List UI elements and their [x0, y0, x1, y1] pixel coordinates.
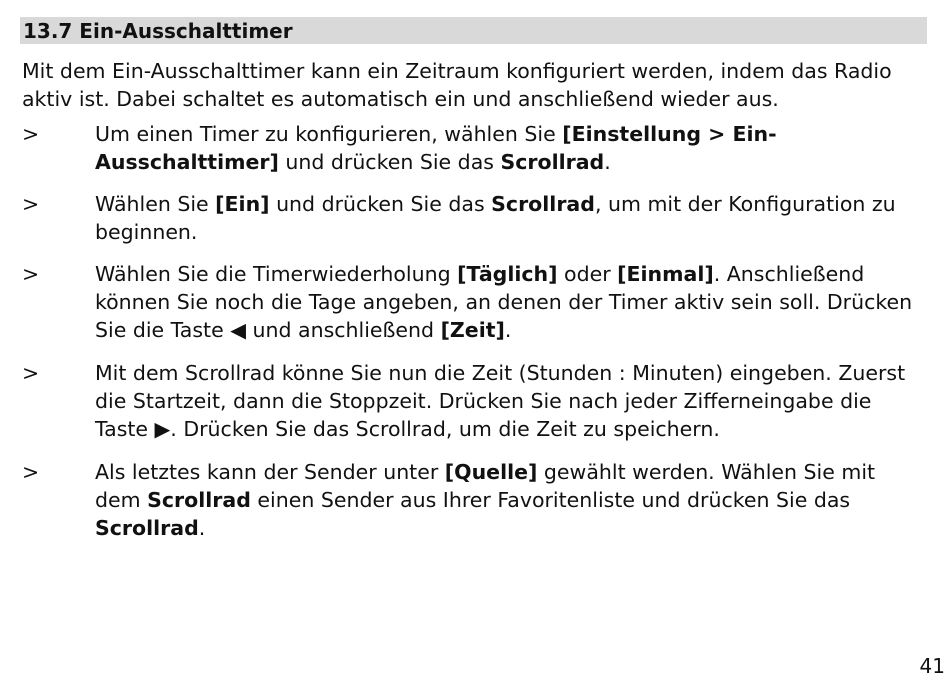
step-text-segment: und drücken Sie das [278, 150, 501, 174]
instruction-list [22, 120, 927, 557]
step-text-segment: oder [557, 262, 618, 286]
section-title: 13.7 Ein-Ausschalttimer [23, 19, 293, 43]
step-marker: > [22, 460, 40, 484]
section-header [20, 17, 927, 44]
step-bold-term: [Einmal] [617, 262, 714, 286]
step-text-segment: . [604, 150, 611, 174]
step-text-segment: und drücken Sie das [269, 192, 492, 216]
step-marker: > [22, 361, 40, 385]
step-text-segment: Wählen Sie [95, 192, 216, 216]
instruction-step [22, 458, 927, 542]
step-text-segment: , um mit der Konfiguration zu beginnen. [95, 192, 896, 244]
step-bold-term: [Einstellung > Ein-Ausschalttimer] [95, 122, 777, 174]
step-text-segment: gewählt werden. Wählen Sie mit dem [95, 460, 876, 512]
step-text-segment: Wählen Sie die Timerwiederholung [95, 262, 458, 286]
step-text [95, 361, 905, 441]
instruction-step [22, 120, 927, 176]
step-bold-term: [Zeit] [440, 318, 505, 342]
step-text-segment: . [504, 318, 512, 342]
intro-paragraph: Mit dem Ein-Ausschalttimer kann ein Zeitraum konfiguriert werden, indem das Radio aktiv ist. Dabei schaltet es automatisch ein und anschließend wieder aus. [22, 59, 892, 111]
step-marker: > [22, 192, 40, 216]
step-bold-term: [Täglich] [457, 262, 558, 286]
step-bold-term: [Ein] [215, 192, 270, 216]
step-bold-term: Scrollrad [147, 488, 251, 512]
step-bold-term: Scrollrad [491, 192, 595, 216]
step-marker: > [22, 262, 40, 286]
step-marker: > [22, 122, 40, 146]
instruction-step [22, 190, 927, 246]
step-bold-term: Scrollrad [95, 516, 199, 540]
page-number: 41 [919, 654, 945, 678]
step-text [95, 122, 777, 174]
step-text-segment: . [198, 516, 206, 540]
step-text-segment: einen Sender aus Ihrer Favoritenliste und drücken Sie das [250, 488, 851, 512]
step-text-segment: Um einen Timer zu konfigurieren, wählen Sie [95, 122, 563, 146]
instruction-step [22, 359, 927, 443]
step-bold-term: [Quelle] [444, 460, 538, 484]
step-text [95, 262, 912, 342]
step-text-segment: . Anschließend können Sie noch die Tage angeben, an denen der Timer aktiv sein soll. Drücken Sie die Taste ◀ und anschließend [95, 262, 913, 342]
step-text-segment: Mit dem Scrollrad könne Sie nun die Zeit (Stunden : Minuten) eingeben. Zuerst die Startzeit, dann die Stoppzeit. Drücken Sie nach jeder Zifferneingabe die Taste ▶. Drücken Sie das Scrollrad, um die Zeit zu speichern. [95, 361, 906, 441]
step-text-segment: Als letztes kann der Sender unter [95, 460, 445, 484]
instruction-step [22, 260, 927, 344]
step-text [95, 460, 875, 540]
step-text [95, 192, 896, 244]
step-bold-term: Scrollrad [500, 150, 605, 174]
